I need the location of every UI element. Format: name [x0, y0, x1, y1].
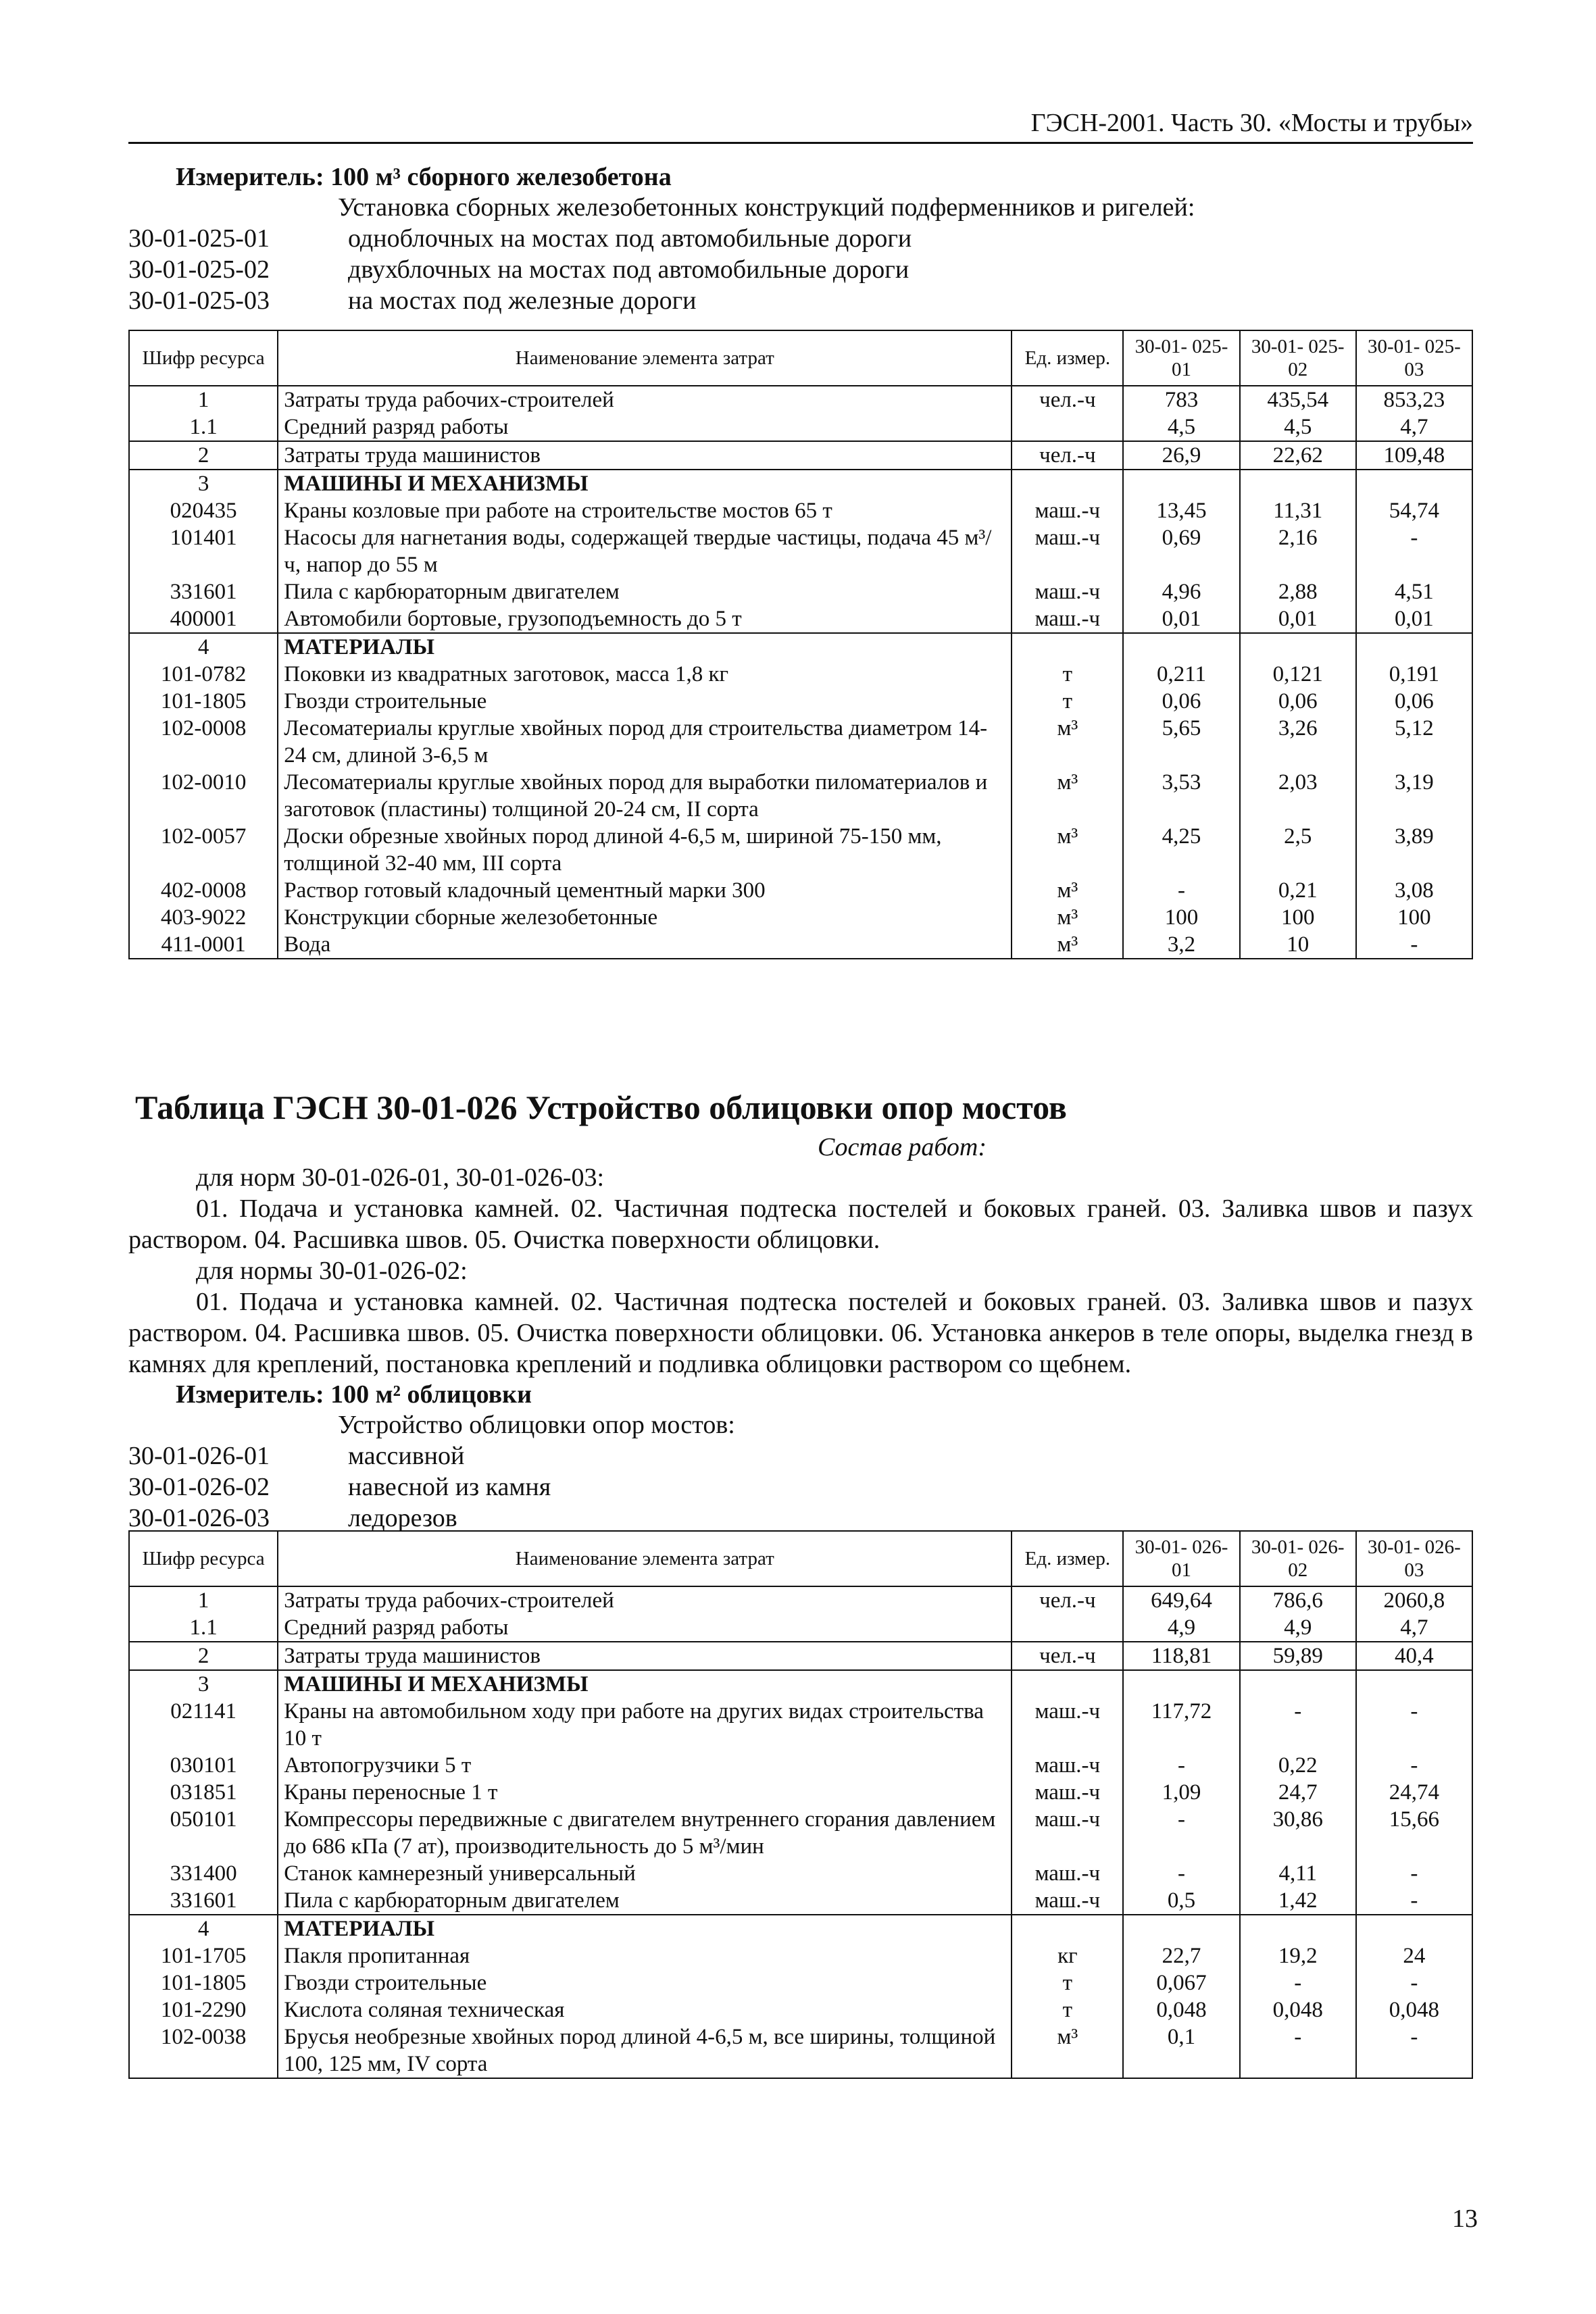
table-row: [129, 1752, 1472, 1779]
norm-value-3: [1356, 470, 1472, 497]
cost-element-name: Станок камнерезный универсальный: [278, 1860, 1012, 1887]
table-row: [129, 633, 1472, 661]
table-row: [129, 1586, 1472, 1614]
norm-description: двухблочных на мостах под автомобильные дороги: [348, 255, 909, 284]
norm-value-2: -: [1240, 1698, 1356, 1752]
running-header: ГЭСН-2001. Часть 30. «Мосты и трубы»: [128, 108, 1473, 144]
norm-value-1: 4,25: [1123, 823, 1239, 877]
unit: маш.-ч: [1012, 1887, 1123, 1915]
norm-value-1: [1123, 1915, 1239, 1942]
table-row: [129, 1996, 1472, 2023]
norm-b-label: для нормы 30-01-026-02:: [196, 1257, 468, 1285]
cost-element-name: МАТЕРИАЛЫ: [278, 633, 1012, 661]
norm-value-2: 0,048: [1240, 1996, 1356, 2023]
unit: маш.-ч: [1012, 1860, 1123, 1887]
table2-code-list: [128, 1440, 1473, 1534]
table1-container: [128, 330, 1473, 959]
cost-element-name: Затраты труда рабочих-строителей: [278, 386, 1012, 413]
norm-value-2: 4,11: [1240, 1860, 1356, 1887]
table-row: [129, 1642, 1472, 1670]
table-row: [129, 1942, 1472, 1969]
unit: т: [1012, 688, 1123, 715]
resource-code: 101-2290: [129, 1996, 278, 2023]
cost-element-name: МАШИНЫ И МЕХАНИЗМЫ: [278, 1670, 1012, 1698]
resource-code: 3: [129, 470, 278, 497]
resource-code: 102-0038: [129, 2023, 278, 2078]
cost-element-name: Вода: [278, 931, 1012, 959]
unit: маш.-ч: [1012, 1779, 1123, 1806]
resource-code: 411-0001: [129, 931, 278, 959]
norm-value-3: 3,19: [1356, 769, 1472, 823]
unit: маш.-ч: [1012, 578, 1123, 605]
cost-element-name: Краны на автомобильном ходу при работе на других видах строительства 10 т: [278, 1698, 1012, 1752]
norm-value-2: 0,22: [1240, 1752, 1356, 1779]
unit: м³: [1012, 823, 1123, 877]
norm-value-2: 11,31: [1240, 497, 1356, 524]
table-row: [129, 470, 1472, 497]
norm-value-1: 0,211: [1123, 661, 1239, 688]
norm-value-1: 22,7: [1123, 1942, 1239, 1969]
resource-code: 402-0008: [129, 877, 278, 904]
table-row: [129, 877, 1472, 904]
resource-code: 331400: [129, 1860, 278, 1887]
norm-code: 30-01-025-02: [128, 255, 270, 284]
norm-value-2: 0,21: [1240, 877, 1356, 904]
unit: чел.-ч: [1012, 386, 1123, 413]
unit: [1012, 1915, 1123, 1942]
norm-value-3: 0,06: [1356, 688, 1472, 715]
norm-value-2: 59,89: [1240, 1642, 1356, 1670]
cost-element-name: Автопогрузчики 5 т: [278, 1752, 1012, 1779]
norm-value-3: -: [1356, 1887, 1472, 1915]
norm-value-2: 2,5: [1240, 823, 1356, 877]
norm-value-1: [1123, 633, 1239, 661]
table-row: [129, 904, 1472, 931]
unit: маш.-ч: [1012, 1752, 1123, 1779]
norm-value-2: 30,86: [1240, 1806, 1356, 1860]
norm-code-row: [128, 254, 1473, 285]
unit: м³: [1012, 769, 1123, 823]
resource-code: 050101: [129, 1806, 278, 1860]
norm-value-2: 2,03: [1240, 769, 1356, 823]
norm-value-1: 118,81: [1123, 1642, 1239, 1670]
norm-value-2: 4,9: [1240, 1614, 1356, 1642]
cost-element-name: Автомобили бортовые, грузоподъемность до 5 т: [278, 605, 1012, 633]
unit: т: [1012, 661, 1123, 688]
unit: т: [1012, 1969, 1123, 1996]
composition-text-a: 01. Подача и установка камней. 02. Частичная подтеска постелей и боковых граней. 03. Заливка швов и пазух раствором. 04. Расшивка швов. 05. Очистка поверхности облицовки.: [128, 1194, 1473, 1254]
table2-intro-text: Устройство облицовки опор мостов:: [338, 1411, 735, 1439]
table2-measure: Измеритель: 100 м² облицовки: [176, 1380, 532, 1409]
page-number: 13: [1452, 2205, 1478, 2233]
table1-code-list: [128, 223, 1473, 316]
norm-value-3: 4,7: [1356, 413, 1472, 441]
table-row: [129, 2023, 1472, 2078]
norm-value-2: 786,6: [1240, 1586, 1356, 1614]
norm-value-2: 19,2: [1240, 1942, 1356, 1969]
norm-code: 30-01-026-02: [128, 1473, 270, 1501]
norm-code-row: [128, 1440, 1473, 1472]
resource-code: 4: [129, 633, 278, 661]
norm-value-3: [1356, 1670, 1472, 1698]
cost-element-name: Лесоматериалы круглые хвойных пород для строительства диаметром 14-24 см, длиной 3-6,5 м: [278, 715, 1012, 769]
norm-value-1: 4,96: [1123, 578, 1239, 605]
cost-element-name: Гвозди строительные: [278, 1969, 1012, 1996]
resource-code: 1: [129, 386, 278, 413]
table-row: [129, 1670, 1472, 1698]
unit: маш.-ч: [1012, 497, 1123, 524]
norm-value-3: [1356, 633, 1472, 661]
resource-code: 101-1805: [129, 688, 278, 715]
norm-value-1: [1123, 1670, 1239, 1698]
unit: [1012, 1670, 1123, 1698]
header-name: Наименование элемента затрат: [278, 1531, 1012, 1586]
table1-intro: [128, 162, 1473, 316]
cost-element-name: Брусья необрезные хвойных пород длиной 4-6,5 м, все ширины, толщиной 100, 125 мм, IV сорта: [278, 2023, 1012, 2078]
section2-text: [128, 1132, 1473, 1534]
unit: маш.-ч: [1012, 524, 1123, 578]
norm-value-3: -: [1356, 1969, 1472, 1996]
table-row: [129, 1698, 1472, 1752]
composition-label: Состав работ:: [817, 1133, 987, 1161]
unit: маш.-ч: [1012, 605, 1123, 633]
table1-measure: Измеритель: 100 м³ сборного железобетона: [176, 163, 672, 191]
resource-code: 1: [129, 1586, 278, 1614]
header-code: Шифр ресурса: [129, 1531, 278, 1586]
resource-code: 021141: [129, 1698, 278, 1752]
unit: м³: [1012, 877, 1123, 904]
cost-element-name: Гвозди строительные: [278, 688, 1012, 715]
norm-value-3: -: [1356, 1752, 1472, 1779]
norm-value-2: 100: [1240, 904, 1356, 931]
table1-body: [129, 386, 1472, 959]
section-title: Таблица ГЭСН 30-01-026 Устройство облицовки опор мостов: [135, 1088, 1067, 1126]
norm-code: 30-01-026-03: [128, 1504, 270, 1532]
norm-value-1: 783: [1123, 386, 1239, 413]
table-row: [129, 931, 1472, 959]
norm-value-1: 1,09: [1123, 1779, 1239, 1806]
cost-element-name: Компрессоры передвижные с двигателем внутреннего сгорания давлением до 686 кПа (7 ат), производительность до 5 м³/мин: [278, 1806, 1012, 1860]
unit: т: [1012, 1996, 1123, 2023]
table-row: [129, 605, 1472, 633]
norm-value-3: -: [1356, 524, 1472, 578]
unit: чел.-ч: [1012, 441, 1123, 470]
header-norm-2: 30-01- 025-02: [1240, 330, 1356, 386]
norm-value-1: -: [1123, 1806, 1239, 1860]
table-row: [129, 1915, 1472, 1942]
norm-value-3: 3,08: [1356, 877, 1472, 904]
cost-element-name: Краны козловые при работе на строительстве мостов 65 т: [278, 497, 1012, 524]
norm-value-3: 100: [1356, 904, 1472, 931]
norm-value-1: 649,64: [1123, 1586, 1239, 1614]
norm-value-2: 3,26: [1240, 715, 1356, 769]
resource-code: 2: [129, 1642, 278, 1670]
norm-value-1: 117,72: [1123, 1698, 1239, 1752]
cost-element-name: Пакля пропитанная: [278, 1942, 1012, 1969]
norm-value-1: 3,2: [1123, 931, 1239, 959]
table-row: [129, 1779, 1472, 1806]
cost-element-name: Поковки из квадратных заготовок, масса 1,8 кг: [278, 661, 1012, 688]
norm-value-3: 0,01: [1356, 605, 1472, 633]
cost-element-name: Конструкции сборные железобетонные: [278, 904, 1012, 931]
table2-container: [128, 1530, 1473, 2079]
norm-value-2: 24,7: [1240, 1779, 1356, 1806]
cost-element-name: Средний разряд работы: [278, 1614, 1012, 1642]
cost-element-name: Насосы для нагнетания воды, содержащей твердые частицы, подача 45 м³/ч, напор до 55 м: [278, 524, 1012, 578]
cost-element-name: Доски обрезные хвойных пород длиной 4-6,5 м, шириной 75-150 мм, толщиной 32-40 мм, III сорта: [278, 823, 1012, 877]
norm-value-3: 4,51: [1356, 578, 1472, 605]
norm-value-2: 2,88: [1240, 578, 1356, 605]
header-norm-3: 30-01- 026-03: [1356, 1531, 1472, 1586]
norm-value-1: 0,01: [1123, 605, 1239, 633]
norms-table-026: [128, 1530, 1473, 2079]
norm-value-3: -: [1356, 931, 1472, 959]
norm-code: 30-01-025-03: [128, 286, 270, 315]
norm-description: ледорезов: [348, 1504, 457, 1532]
norm-value-2: 0,121: [1240, 661, 1356, 688]
table-row: [129, 688, 1472, 715]
cost-element-name: Затраты труда машинистов: [278, 1642, 1012, 1670]
norm-value-1: 26,9: [1123, 441, 1239, 470]
header-name: Наименование элемента затрат: [278, 330, 1012, 386]
unit: чел.-ч: [1012, 1642, 1123, 1670]
norm-value-1: 0,5: [1123, 1887, 1239, 1915]
resource-code: 102-0008: [129, 715, 278, 769]
header-norm-1: 30-01- 025-01: [1123, 330, 1239, 386]
resource-code: 020435: [129, 497, 278, 524]
unit: [1012, 470, 1123, 497]
norm-code: 30-01-026-01: [128, 1442, 270, 1470]
cost-element-name: Средний разряд работы: [278, 413, 1012, 441]
norm-description: одноблочных на мостах под автомобильные дороги: [348, 224, 912, 253]
cost-element-name: Кислота соляная техническая: [278, 1996, 1012, 2023]
norm-value-3: 853,23: [1356, 386, 1472, 413]
composition-text-b: 01. Подача и установка камней. 02. Частичная подтеска постелей и боковых граней. 03. Заливка швов и пазух раствором. 04. Расшивка швов. 05. Очистка поверхности облицовки. 06. Установка анкеров в теле опоры, выделка гнезд в камнях для креплений, постановка креплений и подливка облицовки раствором со щебнем.: [128, 1288, 1473, 1378]
resource-code: 403-9022: [129, 904, 278, 931]
norm-value-3: -: [1356, 1860, 1472, 1887]
table-row: [129, 578, 1472, 605]
norm-value-3: 4,7: [1356, 1614, 1472, 1642]
norm-value-2: 2,16: [1240, 524, 1356, 578]
unit: кг: [1012, 1942, 1123, 1969]
norm-value-3: -: [1356, 1698, 1472, 1752]
norm-value-2: 4,5: [1240, 413, 1356, 441]
norm-value-1: -: [1123, 1752, 1239, 1779]
unit: [1012, 1614, 1123, 1642]
cost-element-name: МАТЕРИАЛЫ: [278, 1915, 1012, 1942]
resource-code: 102-0010: [129, 769, 278, 823]
norm-value-3: 24: [1356, 1942, 1472, 1969]
norm-value-1: 0,048: [1123, 1996, 1239, 2023]
cost-element-name: Затраты труда рабочих-строителей: [278, 1586, 1012, 1614]
norm-value-2: [1240, 633, 1356, 661]
norm-value-2: 22,62: [1240, 441, 1356, 470]
cost-element-name: МАШИНЫ И МЕХАНИЗМЫ: [278, 470, 1012, 497]
norm-value-2: -: [1240, 2023, 1356, 2078]
table-row: [129, 1614, 1472, 1642]
resource-code: 2: [129, 441, 278, 470]
table-row: [129, 524, 1472, 578]
norm-value-1: 0,06: [1123, 688, 1239, 715]
norm-value-3: 40,4: [1356, 1642, 1472, 1670]
norm-description: навесной из камня: [348, 1473, 551, 1501]
norm-value-3: -: [1356, 2023, 1472, 2078]
table-row: [129, 386, 1472, 413]
norm-code: 30-01-025-01: [128, 224, 270, 253]
norm-value-3: 0,048: [1356, 1996, 1472, 2023]
unit: м³: [1012, 904, 1123, 931]
unit: маш.-ч: [1012, 1806, 1123, 1860]
norm-a-label: для норм 30-01-026-01, 30-01-026-03:: [196, 1163, 605, 1192]
norm-value-1: -: [1123, 1860, 1239, 1887]
norm-value-2: 435,54: [1240, 386, 1356, 413]
norm-value-2: 10: [1240, 931, 1356, 959]
table-row: [129, 715, 1472, 769]
resource-code: 400001: [129, 605, 278, 633]
cost-element-name: Лесоматериалы круглые хвойных пород для выработки пиломатериалов и заготовок (пластины) толщиной 20-24 см, II сорта: [278, 769, 1012, 823]
norm-value-2: -: [1240, 1969, 1356, 1996]
table-row: [129, 661, 1472, 688]
resource-code: 101401: [129, 524, 278, 578]
norm-value-1: 100: [1123, 904, 1239, 931]
unit: чел.-ч: [1012, 1586, 1123, 1614]
table-row: [129, 441, 1472, 470]
unit: м³: [1012, 715, 1123, 769]
norm-code-row: [128, 1503, 1473, 1534]
norm-value-3: 54,74: [1356, 497, 1472, 524]
norm-value-1: 4,5: [1123, 413, 1239, 441]
resource-code: 102-0057: [129, 823, 278, 877]
cost-element-name: Пила с карбюраторным двигателем: [278, 1887, 1012, 1915]
resource-code: 030101: [129, 1752, 278, 1779]
norm-value-3: 2060,8: [1356, 1586, 1472, 1614]
resource-code: 101-1705: [129, 1942, 278, 1969]
unit: м³: [1012, 2023, 1123, 2078]
resource-code: 331601: [129, 1887, 278, 1915]
norm-code-row: [128, 223, 1473, 254]
cost-element-name: Раствор готовый кладочный цементный марки 300: [278, 877, 1012, 904]
resource-code: 4: [129, 1915, 278, 1942]
cost-element-name: Краны переносные 1 т: [278, 1779, 1012, 1806]
resource-code: 101-1805: [129, 1969, 278, 1996]
norm-value-1: 4,9: [1123, 1614, 1239, 1642]
table-row: [129, 1860, 1472, 1887]
resource-code: 031851: [129, 1779, 278, 1806]
table-row: [129, 1887, 1472, 1915]
cost-element-name: Пила с карбюраторным двигателем: [278, 578, 1012, 605]
norm-code-row: [128, 1472, 1473, 1503]
norm-value-1: 3,53: [1123, 769, 1239, 823]
unit: маш.-ч: [1012, 1698, 1123, 1752]
unit: [1012, 633, 1123, 661]
header-unit: Ед. измер.: [1012, 1531, 1123, 1586]
table-row: [129, 769, 1472, 823]
norm-value-1: 5,65: [1123, 715, 1239, 769]
norm-value-2: [1240, 1670, 1356, 1698]
norm-value-2: 1,42: [1240, 1887, 1356, 1915]
table-row: [129, 823, 1472, 877]
norm-value-2: [1240, 1915, 1356, 1942]
norm-value-2: 0,01: [1240, 605, 1356, 633]
header-norm-1: 30-01- 026-01: [1123, 1531, 1239, 1586]
resource-code: 101-0782: [129, 661, 278, 688]
resource-code: 3: [129, 1670, 278, 1698]
norm-value-2: [1240, 470, 1356, 497]
table-row: [129, 497, 1472, 524]
norm-description: на мостах под железные дороги: [348, 286, 697, 315]
norm-value-3: 24,74: [1356, 1779, 1472, 1806]
norm-value-1: -: [1123, 877, 1239, 904]
header-code: Шифр ресурса: [129, 330, 278, 386]
norm-value-3: [1356, 1915, 1472, 1942]
norm-value-2: 0,06: [1240, 688, 1356, 715]
norm-value-1: 0,067: [1123, 1969, 1239, 1996]
resource-code: 331601: [129, 578, 278, 605]
table-row: [129, 1969, 1472, 1996]
norm-value-1: 0,69: [1123, 524, 1239, 578]
table2-body: [129, 1586, 1472, 2078]
norm-value-3: 3,89: [1356, 823, 1472, 877]
unit: м³: [1012, 931, 1123, 959]
norm-value-1: [1123, 470, 1239, 497]
header-norm-2: 30-01- 026-02: [1240, 1531, 1356, 1586]
norm-value-1: 13,45: [1123, 497, 1239, 524]
table-row: [129, 1806, 1472, 1860]
table1-intro-text: Установка сборных железобетонных конструкций подферменников и ригелей:: [338, 193, 1195, 222]
norm-value-3: 109,48: [1356, 441, 1472, 470]
norm-value-3: 0,191: [1356, 661, 1472, 688]
norm-value-1: 0,1: [1123, 2023, 1239, 2078]
header-norm-3: 30-01- 025-03: [1356, 330, 1472, 386]
unit: [1012, 413, 1123, 441]
norm-description: массивной: [348, 1442, 465, 1470]
cost-element-name: Затраты труда машинистов: [278, 441, 1012, 470]
norm-code-row: [128, 285, 1473, 316]
resource-code: 1.1: [129, 413, 278, 441]
header-unit: Ед. измер.: [1012, 330, 1123, 386]
table-row: [129, 413, 1472, 441]
norms-table-025: [128, 330, 1473, 959]
norm-value-3: 15,66: [1356, 1806, 1472, 1860]
resource-code: 1.1: [129, 1614, 278, 1642]
norm-value-3: 5,12: [1356, 715, 1472, 769]
